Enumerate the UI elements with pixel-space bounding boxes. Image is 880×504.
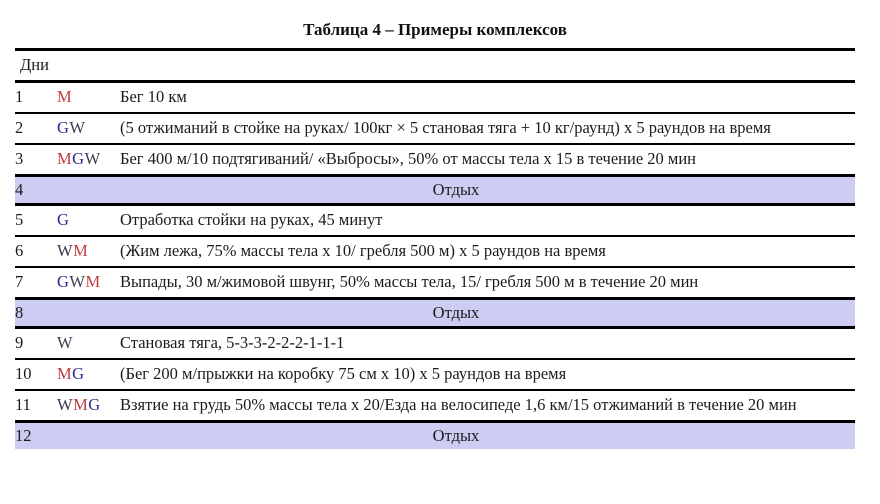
day-number: 7 bbox=[15, 267, 57, 299]
table-row-day-11 bbox=[15, 390, 855, 422]
modality-code bbox=[57, 359, 120, 390]
table-header-row bbox=[15, 50, 855, 82]
modality-letter: G bbox=[88, 395, 101, 414]
workout-description: (5 отжиманий в стойке на руках/ 100кг × 5 становая тяга + 10 кг/раунд) х 5 раундов на время bbox=[120, 113, 855, 144]
table-row-day-10 bbox=[15, 359, 855, 390]
rest-row-day-4 bbox=[15, 176, 855, 205]
table-row-day-7 bbox=[15, 267, 855, 299]
table-row-day-6 bbox=[15, 236, 855, 267]
workout-description: (Жим лежа, 75% массы тела х 10/ гребля 500 м) х 5 раундов на время bbox=[120, 236, 855, 267]
day-number: 12 bbox=[15, 422, 57, 450]
modality-code bbox=[57, 236, 120, 267]
rest-row-day-12 bbox=[15, 422, 855, 450]
rest-row-day-8 bbox=[15, 299, 855, 328]
table-row-day-1 bbox=[15, 82, 855, 114]
modality-code bbox=[57, 144, 120, 176]
modality-letter: W bbox=[69, 272, 86, 291]
modality-letter: M bbox=[85, 272, 101, 291]
modality-code bbox=[57, 205, 120, 237]
day-number: 5 bbox=[15, 205, 57, 237]
modality-code bbox=[57, 328, 120, 360]
modality-letter: G bbox=[72, 149, 85, 168]
days-column-header: Дни bbox=[15, 50, 855, 82]
day-number: 10 bbox=[15, 359, 57, 390]
rest-label: Отдых bbox=[57, 422, 855, 450]
modality-code bbox=[57, 113, 120, 144]
modality-letter: M bbox=[57, 87, 73, 106]
workout-description: Становая тяга, 5-3-3-2-2-2-1-1-1 bbox=[120, 328, 855, 360]
workout-description: (Бег 200 м/прыжки на коробку 75 см х 10) х 5 раундов на время bbox=[120, 359, 855, 390]
modality-letter: G bbox=[57, 210, 70, 229]
modality-letter: M bbox=[73, 395, 89, 414]
modality-code bbox=[57, 390, 120, 422]
table-row-day-2 bbox=[15, 113, 855, 144]
modality-letter: M bbox=[57, 364, 73, 383]
modality-letter: G bbox=[72, 364, 85, 383]
modality-letter: W bbox=[57, 333, 74, 352]
rest-label: Отдых bbox=[57, 299, 855, 328]
workout-description: Бег 10 км bbox=[120, 82, 855, 114]
page-title: Таблица 4 – Примеры комплексов bbox=[303, 20, 567, 39]
modality-letter: G bbox=[57, 118, 70, 137]
day-number: 6 bbox=[15, 236, 57, 267]
workout-description: Взятие на грудь 50% массы тела х 20/Езда на велосипеде 1,6 км/15 отжиманий в течение 20 мин bbox=[120, 390, 855, 422]
workout-description: Бег 400 м/10 подтягиваний/ «Выбросы», 50% от массы тела х 15 в течение 20 мин bbox=[120, 144, 855, 176]
modality-code bbox=[57, 82, 120, 114]
workouts-table bbox=[15, 48, 855, 449]
modality-letter: W bbox=[69, 118, 86, 137]
modality-letter: G bbox=[57, 272, 70, 291]
modality-letter: M bbox=[57, 149, 73, 168]
day-number: 9 bbox=[15, 328, 57, 360]
table-row-day-5 bbox=[15, 205, 855, 237]
day-number: 3 bbox=[15, 144, 57, 176]
modality-letter: M bbox=[73, 241, 89, 260]
modality-letter: W bbox=[57, 395, 74, 414]
rest-label: Отдых bbox=[57, 176, 855, 205]
day-number: 2 bbox=[15, 113, 57, 144]
table-row-day-3 bbox=[15, 144, 855, 176]
day-number: 11 bbox=[15, 390, 57, 422]
modality-code bbox=[57, 267, 120, 299]
day-number: 4 bbox=[15, 176, 57, 205]
table-row-day-9 bbox=[15, 328, 855, 360]
day-number: 1 bbox=[15, 82, 57, 114]
modality-letter: W bbox=[57, 241, 74, 260]
workout-description: Выпады, 30 м/жимовой швунг, 50% массы тела, 15/ гребля 500 м в течение 20 мин bbox=[120, 267, 855, 299]
workout-description: Отработка стойки на руках, 45 минут bbox=[120, 205, 855, 237]
day-number: 8 bbox=[15, 299, 57, 328]
modality-letter: W bbox=[84, 149, 101, 168]
